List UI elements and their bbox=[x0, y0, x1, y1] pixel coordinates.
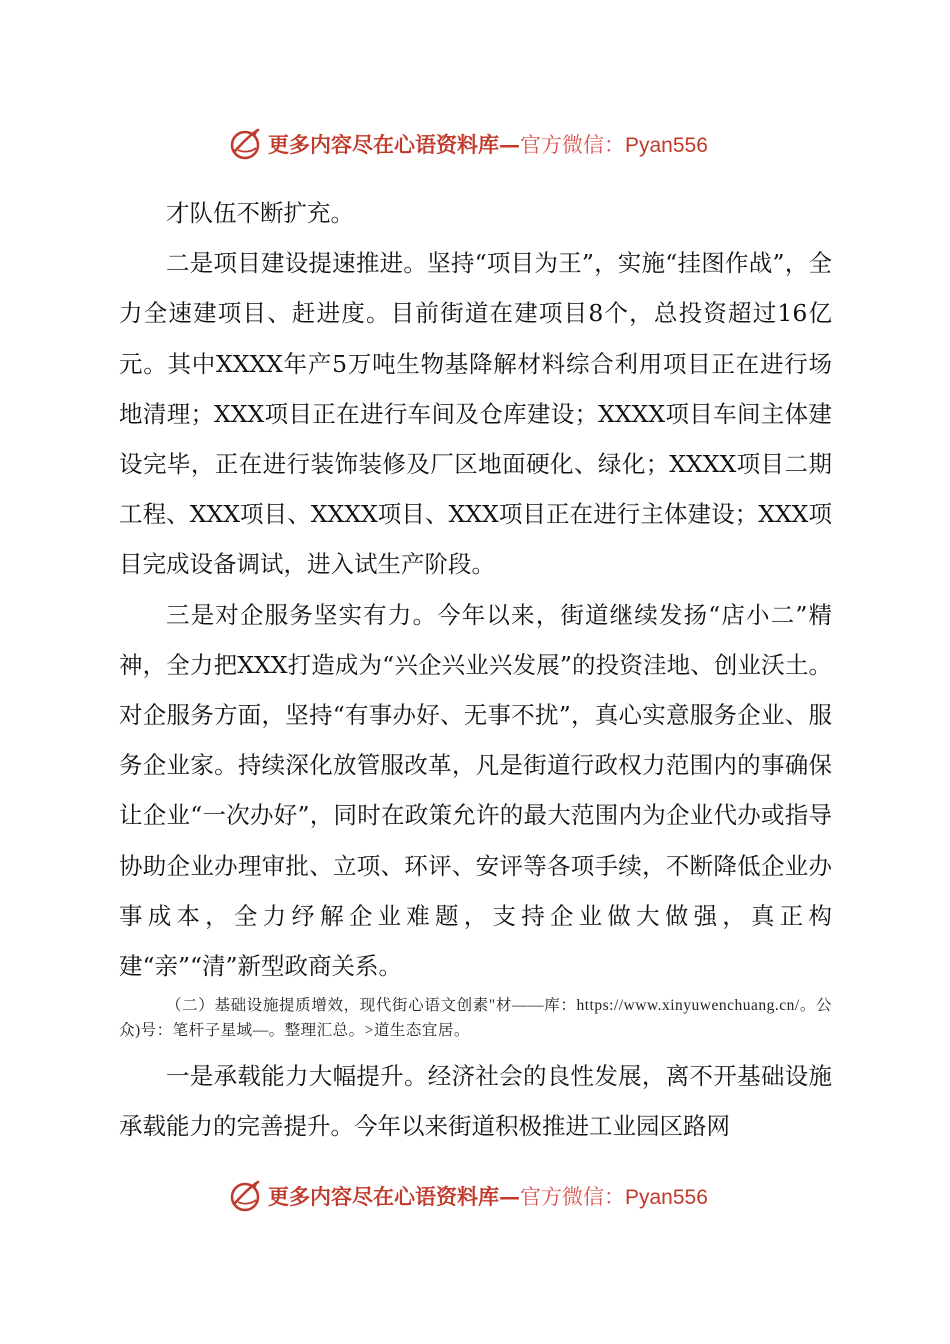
paragraph-enterprise-service: 三是对企服务坚实有力。今年以来，街道继续发扬“店小二”精神，全力把XXX打造成为“兴企兴业兴发展”的投资洼地、创业沃土。对企服务方面，坚持“有事办好、无事不扰”，真心实意服务企业、服务企业家。持续深化放管服改革，凡是街道行政权力范围内的事确保让企业“一次办好”，同时在政策允许的最大范围内为企业代办或指导协助企业办理审批、立项、环评、安评等各项手续，不断降低企业办事成本，全力纾解企业难题，支持企业做大做强，真正构建“亲”“清”新型政商关系。 bbox=[119, 600, 832, 981]
paragraph-capacity: 一是承载能力大幅提升。经济社会的良性发展，离不开基础设施承载能力的完善提升。今年以来街道积极推进工业园区路网 bbox=[119, 1062, 832, 1141]
watermark-main: 更多内容尽在心语资料库— bbox=[268, 1184, 520, 1209]
paragraph-continuation: 才队伍不断扩充。 bbox=[166, 199, 354, 227]
watermark-text bbox=[268, 129, 708, 159]
watermark-main: 更多内容尽在心语资料库— bbox=[268, 132, 520, 157]
document-body bbox=[119, 188, 832, 1152]
header-watermark bbox=[228, 124, 748, 164]
section-heading-note: （二）基础设施提质增效，现代街心语文创素"材——库：https://www.xinyuwenchuang.cn/。公众)号：笔杆子星域—。整理汇总。>道生态宜居。 bbox=[119, 997, 832, 1040]
footer-watermark bbox=[228, 1176, 748, 1216]
watermark-wechat-label: 官方微信： bbox=[520, 1185, 625, 1209]
watermark-text bbox=[268, 1181, 708, 1211]
watermark-wechat-id: Pyan556 bbox=[625, 1186, 708, 1209]
signature-logo-icon bbox=[228, 126, 264, 162]
watermark-wechat-id: Pyan556 bbox=[625, 134, 708, 157]
signature-logo-icon bbox=[228, 1178, 264, 1214]
paragraph-project-construction: 二是项目建设提速推进。坚持“项目为王”，实施“挂图作战”，全力全速建项目、赶进度。目前街道在建项目8个，总投资超过16亿元。其中XXXX年产5万吨生物基降解材料综合利用项目正在进行场地清理；XXX项目正在进行车间及仓库建设；XXXX项目车间主体建设完毕，正在进行装饰装修及厂区地面硬化、绿化；XXXX项目二期工程、XXX项目、XXXX项目、XXX项目正在进行主体建设；XXX项目完成设备调试，进入试生产阶段。 bbox=[119, 249, 832, 579]
watermark-wechat-label: 官方微信： bbox=[520, 133, 625, 157]
